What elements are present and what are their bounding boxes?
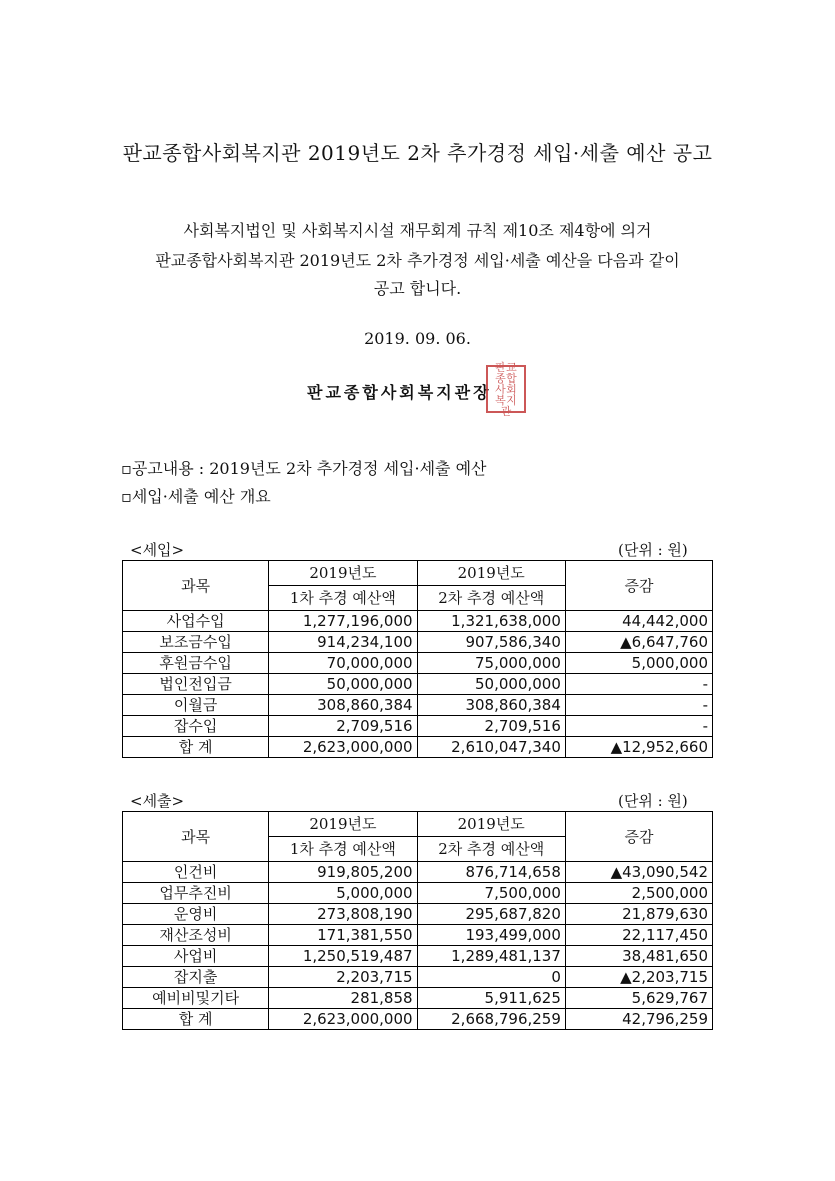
revenue-header-change: 증감 [565, 561, 712, 611]
revenue-subject-cell: 잡수입 [123, 716, 269, 737]
expenditure-header-change: 증감 [565, 812, 712, 862]
official-seal [486, 360, 526, 418]
expenditure-change-cell: 5,629,767 [565, 988, 712, 1009]
expenditure-unit: (단위 : 원) [618, 792, 688, 810]
expenditure-change-cell: ▲2,203,715 [565, 967, 712, 988]
revenue-subject-cell: 합 계 [123, 737, 269, 758]
revenue-subject-cell: 사업수입 [123, 611, 269, 632]
revenue-caption: <세입> [130, 541, 185, 559]
revenue-second-budget-cell: 75,000,000 [417, 653, 565, 674]
seal-glyph: 회 [506, 382, 517, 396]
expenditure-change-cell: 42,796,259 [565, 1009, 712, 1030]
revenue-change-cell: - [565, 695, 712, 716]
revenue-first-budget-cell: 914,234,100 [269, 632, 417, 653]
revenue-change-cell: 5,000,000 [565, 653, 712, 674]
expenditure-row [123, 967, 713, 988]
expenditure-row [123, 883, 713, 904]
expenditure-header-first-budget: 1차 추경 예산액 [269, 837, 417, 862]
intro-line-1: 사회복지법인 및 사회복지시설 재무회계 규칙 제10조 제4항에 의거 [183, 221, 652, 240]
expenditure-change-cell: 21,879,630 [565, 904, 712, 925]
expenditure-first-budget-cell: 5,000,000 [269, 883, 417, 904]
expenditure-header-second-budget: 2차 추경 예산액 [417, 837, 565, 862]
revenue-change-cell: ▲6,647,760 [565, 632, 712, 653]
revenue-subject-cell: 보조금수입 [123, 632, 269, 653]
revenue-first-budget-cell: 2,709,516 [269, 716, 417, 737]
revenue-row [123, 653, 713, 674]
expenditure-subject-cell: 예비비및기타 [123, 988, 269, 1009]
expenditure-first-budget-cell: 281,858 [269, 988, 417, 1009]
intro-line-3: 공고 합니다. [373, 279, 462, 298]
expenditure-subject-cell: 합 계 [123, 1009, 269, 1030]
expenditure-second-budget-cell: 193,499,000 [417, 925, 565, 946]
revenue-first-budget-cell: 1,277,196,000 [269, 611, 417, 632]
expenditure-change-cell: 2,500,000 [565, 883, 712, 904]
revenue-second-budget-cell: 50,000,000 [417, 674, 565, 695]
revenue-second-budget-cell: 907,586,340 [417, 632, 565, 653]
expenditure-second-budget-cell: 5,911,625 [417, 988, 565, 1009]
bullet-announcement-content: ▫공고내용 : 2019년도 2차 추가경정 세입·세출 예산 [121, 459, 487, 478]
seal-glyph: 지 [506, 393, 517, 407]
revenue-header-second-budget: 2차 추경 예산액 [417, 586, 565, 611]
expenditure-header-subject: 과목 [123, 812, 269, 862]
expenditure-row [123, 904, 713, 925]
expenditure-first-budget-cell: 1,250,519,487 [269, 946, 417, 967]
revenue-second-budget-cell: 308,860,384 [417, 695, 565, 716]
revenue-first-budget-cell: 50,000,000 [269, 674, 417, 695]
expenditure-second-budget-cell: 0 [417, 967, 565, 988]
revenue-first-budget-cell: 2,623,000,000 [269, 737, 417, 758]
expenditure-second-budget-cell: 1,289,481,137 [417, 946, 565, 967]
revenue-row [123, 674, 713, 695]
expenditure-caption: <세출> [130, 792, 185, 810]
seal-glyph: 관 [500, 404, 512, 418]
expenditure-subject-cell: 운영비 [123, 904, 269, 925]
expenditure-second-budget-cell: 295,687,820 [417, 904, 565, 925]
revenue-change-cell: 44,442,000 [565, 611, 712, 632]
expenditure-header-first-year: 2019년도 [269, 812, 417, 837]
revenue-row [123, 716, 713, 737]
seal-glyph: 합 [506, 371, 517, 385]
expenditure-first-budget-cell: 273,808,190 [269, 904, 417, 925]
seal-glyph: 교 [506, 360, 517, 374]
revenue-second-budget-cell: 2,610,047,340 [417, 737, 565, 758]
revenue-second-budget-cell: 1,321,638,000 [417, 611, 565, 632]
expenditure-first-budget-cell: 171,381,550 [269, 925, 417, 946]
expenditure-subject-cell: 재산조성비 [123, 925, 269, 946]
revenue-unit: (단위 : 원) [618, 541, 688, 559]
expenditure-first-budget-cell: 2,203,715 [269, 967, 417, 988]
revenue-header-second-year: 2019년도 [417, 561, 565, 586]
revenue-change-cell: - [565, 674, 712, 695]
revenue-table [122, 560, 713, 758]
expenditure-row [123, 1009, 713, 1030]
expenditure-subject-cell: 잡지출 [123, 967, 269, 988]
intro-line-2: 판교종합사회복지관 2019년도 2차 추가경정 세입·세출 예산을 다음과 같이 [155, 251, 680, 270]
revenue-header-first-budget: 1차 추경 예산액 [269, 586, 417, 611]
seal-glyph: 판 [495, 360, 506, 374]
announcement-date: 2019. 09. 06. [364, 329, 471, 348]
expenditure-row [123, 925, 713, 946]
revenue-subject-cell: 법인전입금 [123, 674, 269, 695]
revenue-header-first-year: 2019년도 [269, 561, 417, 586]
seal-glyph: 종 [495, 371, 506, 385]
revenue-subject-cell: 이월금 [123, 695, 269, 716]
revenue-row [123, 632, 713, 653]
revenue-change-cell: - [565, 716, 712, 737]
expenditure-second-budget-cell: 2,668,796,259 [417, 1009, 565, 1030]
expenditure-subject-cell: 업무추진비 [123, 883, 269, 904]
revenue-row [123, 611, 713, 632]
expenditure-change-cell: ▲43,090,542 [565, 862, 712, 883]
bullet-budget-overview: ▫세입·세출 예산 개요 [121, 487, 271, 506]
seal-glyph: 복 [495, 393, 506, 407]
expenditure-change-cell: 38,481,650 [565, 946, 712, 967]
expenditure-subject-cell: 인건비 [123, 862, 269, 883]
expenditure-row [123, 946, 713, 967]
expenditure-first-budget-cell: 919,805,200 [269, 862, 417, 883]
revenue-header-subject: 과목 [123, 561, 269, 611]
seal-glyph: 사 [495, 382, 506, 396]
expenditure-first-budget-cell: 2,623,000,000 [269, 1009, 417, 1030]
revenue-subject-cell: 후원금수입 [123, 653, 269, 674]
revenue-row [123, 737, 713, 758]
revenue-second-budget-cell: 2,709,516 [417, 716, 565, 737]
organization-name: 판교종합사회복지관장 [307, 383, 492, 402]
expenditure-second-budget-cell: 7,500,000 [417, 883, 565, 904]
revenue-first-budget-cell: 70,000,000 [269, 653, 417, 674]
expenditure-row [123, 862, 713, 883]
document-title: 판교종합사회복지관 2019년도 2차 추가경정 세입·세출 예산 공고 [122, 141, 713, 165]
expenditure-change-cell: 22,117,450 [565, 925, 712, 946]
expenditure-table [122, 811, 713, 1030]
expenditure-row [123, 988, 713, 1009]
expenditure-subject-cell: 사업비 [123, 946, 269, 967]
revenue-change-cell: ▲12,952,660 [565, 737, 712, 758]
expenditure-second-budget-cell: 876,714,658 [417, 862, 565, 883]
revenue-first-budget-cell: 308,860,384 [269, 695, 417, 716]
expenditure-header-second-year: 2019년도 [417, 812, 565, 837]
revenue-row [123, 695, 713, 716]
